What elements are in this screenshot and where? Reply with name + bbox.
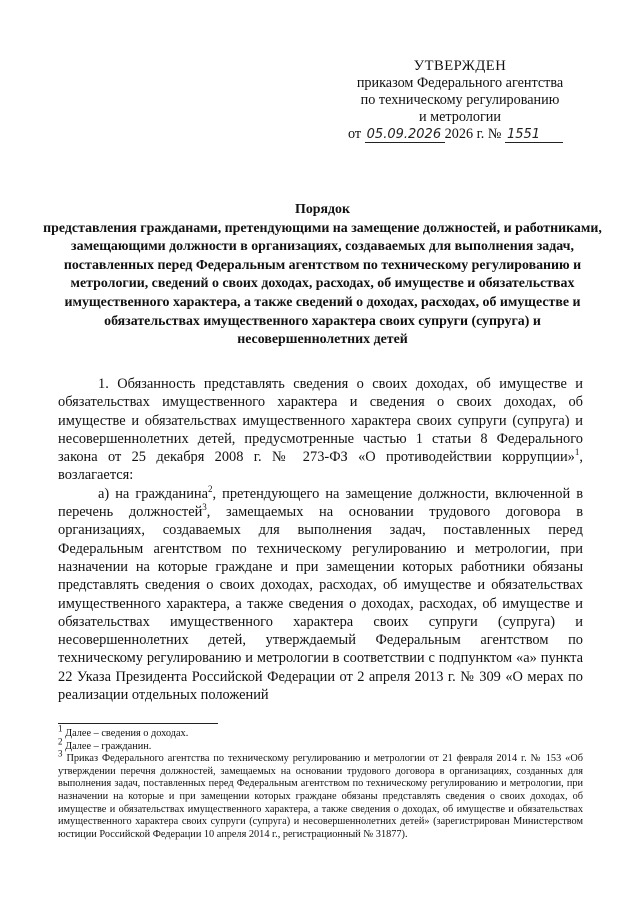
- footnote-ref: 2: [208, 483, 213, 494]
- footnote-divider: [58, 723, 218, 724]
- paragraph-1: [58, 375, 583, 485]
- document-title: [40, 201, 605, 350]
- handwritten-order-number: 1551: [505, 128, 563, 143]
- footnote: [58, 723, 583, 741]
- approval-stamp: [342, 58, 578, 143]
- paragraph-1-tail: , возлагается:: [58, 449, 583, 484]
- paragraph-1-text: 1. Обязанность представлять сведения о своих доходах, об имуществе и обязательствах имущественного характера и сведения о своих доходах, об имуществе и обязательствах имущественного характера своих супруги (супруга) и несовершеннолетних детей, предусмотренные частью 1 статьи 8 Федерального закона от 25 декабря 2008 г. № 273-ФЗ «О противодействии коррупции»: [58, 376, 583, 466]
- footnote-text: Далее – гражданин.: [62, 740, 152, 752]
- paragraph-2-rest: , замещаемых на основании трудового договора в организациях, создаваемых для выполнения задач, поставленных перед Федеральным агентством по техническому регулированию и метрологии, при назначении на которые граждане и при замещении которых работники обязаны представлять сведения о своих доходах, расходах, об имуществе и обязательствах имущественного характера, а также сведения о доходах, расходах, об имуществе и обязательствах имущественного характера своих супруги (супруга) и несовершеннолетних детей, утверждаемый Федеральным агентством по техническому регулированию и метрологии в соответствии с подпунктом «а» пункта 22 Указа Президента Российской Федерации от 2 апреля 2013 г. № 309 «О мерах по реализации отдельных положений: [58, 504, 583, 704]
- approval-year-suffix: 2026 г. №: [444, 126, 502, 142]
- paragraph-2-mid: , претендующего на замещение должности, включенной в перечень должностей: [58, 485, 583, 521]
- handwritten-date: 05.09.2026: [365, 128, 445, 143]
- paragraph-2-start: а) на гражданина: [98, 485, 208, 502]
- footnote-text: Приказ Федерального агентства по техническому регулированию и метрологии от 21 февраля 2014 г. № 153 «Об утверждении перечня должностей, замещаемых на основании трудового договора в организациях, созданных для выполнения задач, поставленных перед Федеральным агентством по техническому регулированию и метрологии, при назначении на которые и при замещении которых граждане обязаны представлять сведения о своих доходах, об имуществе и обязательствах имущественного характера, а также сведения о доходах, об имуществе и обязательствах имущественного характера своих супруги (супруга) и несовершеннолетних детей» (зарегистрирован Министерством юстиции Российской Федерации 10 апреля 2014 г., регистрационный № 31877).: [58, 753, 583, 840]
- footnote-ref: 1: [574, 447, 580, 458]
- footnote-mark: 3: [58, 748, 63, 759]
- approval-line: по техническому регулированию: [360, 92, 560, 108]
- paragraph-2: [58, 485, 583, 705]
- footnote-text: Далее – сведения о доходах.: [62, 728, 189, 739]
- document-body: [58, 375, 583, 704]
- approval-prefix: от: [348, 126, 362, 142]
- footnote: [58, 736, 583, 754]
- approval-heading: УТВЕРЖДЕН: [413, 58, 507, 74]
- footnote-mark: 1: [58, 723, 63, 734]
- approval-order-line: [342, 126, 578, 143]
- approval-line: приказом Федерального агентства: [356, 75, 564, 91]
- footnote: [58, 748, 583, 841]
- approval-line: и метрологии: [419, 109, 501, 125]
- title-text: представления гражданами, претендующими на замещение должностей, и работниками, замещающими должности в организациях, создаваемых для выполнения задач, поставленных перед Федеральным агентством по техническому регулированию и метрологии, сведений о своих доходах, расходах, об имуществе и обязательствах имущественного характера, а также сведений о доходах, расходах, об имуществе и обязательствах имущественного характера своих супруги (супруга) и несовершеннолетних детей: [43, 220, 602, 348]
- footnote-mark: 2: [58, 736, 63, 747]
- title-heading: Порядок: [295, 202, 350, 217]
- footnotes: [58, 723, 583, 841]
- footnote-ref: 3: [202, 502, 207, 513]
